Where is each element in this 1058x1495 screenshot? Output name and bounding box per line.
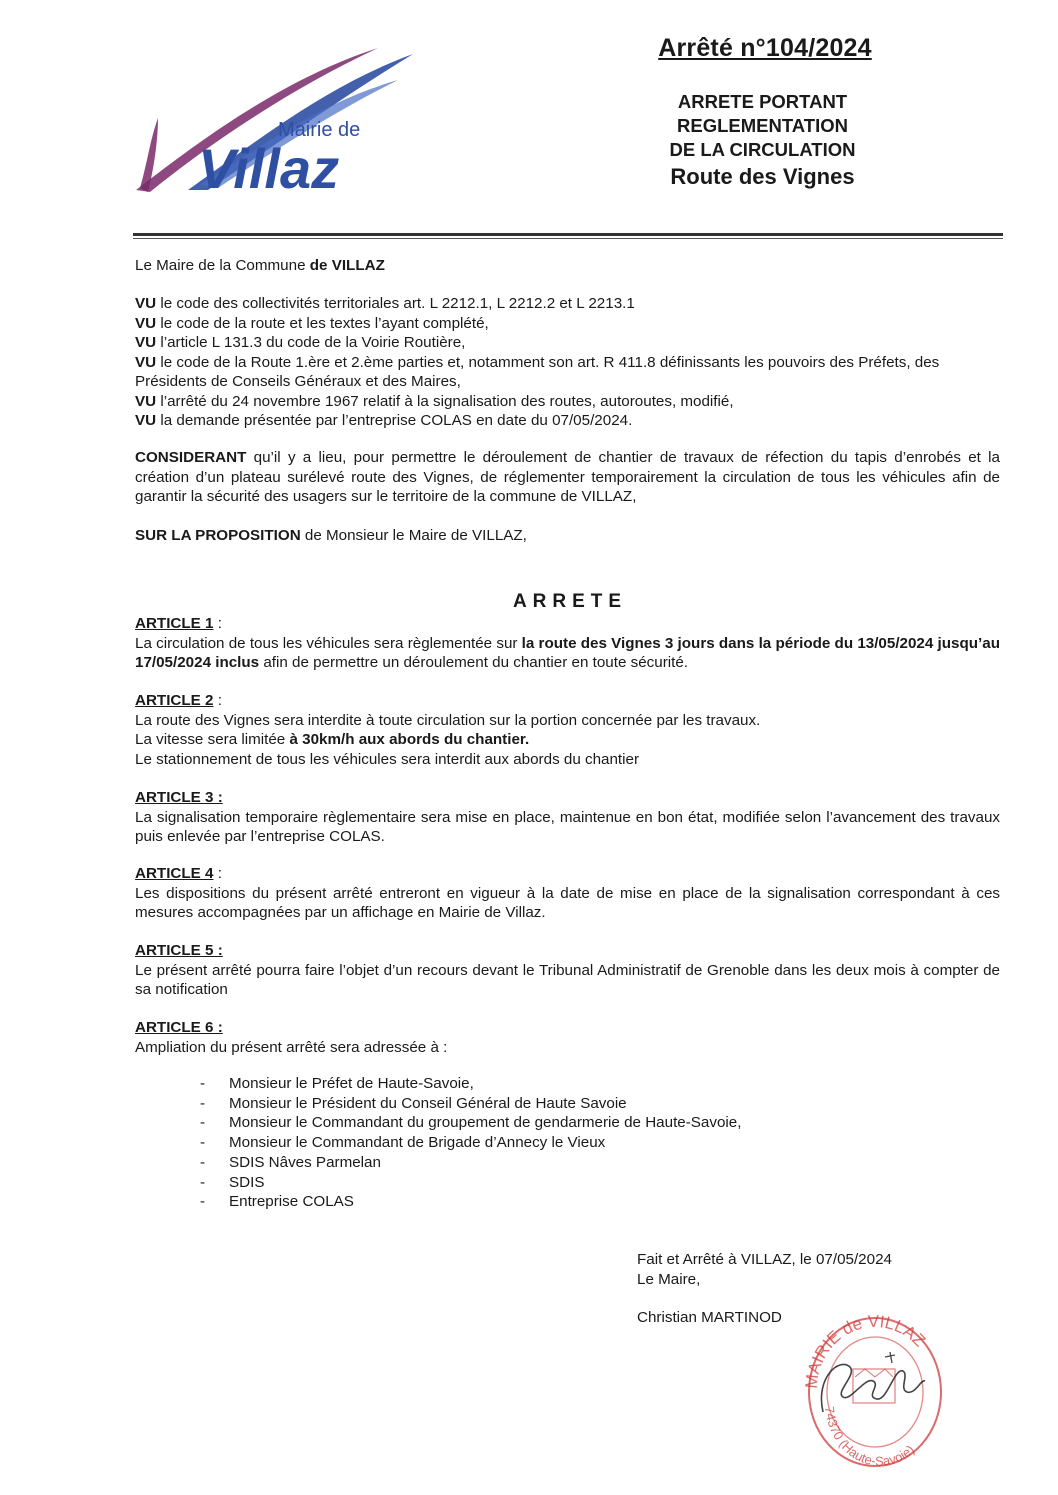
stamp-bottom-text: 74370 (Haute-Savoie) <box>821 1405 918 1469</box>
decree-reference: Arrêté n°104/2024 <box>658 34 872 62</box>
proposition: SUR LA PROPOSITION de Monsieur le Maire de VILLAZ, <box>135 527 527 544</box>
article-3-heading: ARTICLE 3 : <box>135 789 223 806</box>
title-line-4: Route des Vignes <box>670 164 855 189</box>
intro-commune: de VILLAZ <box>309 257 385 274</box>
visas-list <box>135 294 1005 431</box>
handwritten-signature <box>821 1364 925 1412</box>
logo-line1: Mairie de <box>278 119 361 141</box>
visa-item: VU la demande présentée par l’entreprise COLAS en date du 07/05/2024. <box>135 412 633 429</box>
logo-graphic <box>128 40 428 200</box>
title-line-3: DE LA CIRCULATION <box>669 139 856 160</box>
intro-text: Le Maire de la Commune <box>135 257 310 274</box>
header-divider-thin <box>133 238 1003 239</box>
signature-place-date: Fait et Arrêté à VILLAZ, le 07/05/2024 <box>637 1251 892 1268</box>
article-2-heading: ARTICLE 2 <box>135 692 214 709</box>
article-3: ARTICLE 3 : La signalisation temporaire règlementaire sera mise en place, maintenue en bon état, modifiée selon l’avancement des travaux puis enlevée par l’entreprise COLAS. <box>135 789 1000 845</box>
header-divider <box>133 233 1003 236</box>
considerant: CONSIDERANT qu’il y a lieu, pour permettre le déroulement de chantier de travaux de réfection du tapis d’enrobés et la création d’un plateau surélevé route des Vignes, de réglementer temporairement la circulation de tous les véhicules afin de garantir la sécurité des usagers sur le territoire de la commune de VILLAZ, <box>135 449 1000 505</box>
list-item: - Monsieur le Président du Conseil Général de Haute Savoie <box>200 1094 627 1112</box>
title-line-2: REGLEMENTATION <box>677 115 848 136</box>
stamp-graphic <box>795 1297 950 1477</box>
mairie-stamp <box>795 1297 950 1477</box>
decree-title <box>620 90 905 192</box>
article-5: ARTICLE 5 : Le présent arrêté pourra faire l’objet d’un recours devant le Tribunal Administratif de Grenoble dans les deux mois à compter de sa notification <box>135 942 1000 998</box>
stamp-top-text: MAIRIE de VILLAZ <box>801 1311 930 1390</box>
signature-role: Le Maire, <box>637 1270 701 1288</box>
article-6: ARTICLE 6 : Ampliation du présent arrêté sera adressée à : <box>135 1019 448 1056</box>
list-item: - Entreprise COLAS <box>200 1193 354 1211</box>
article-2: ARTICLE 2 : La route des Vignes sera interdite à toute circulation sur la portion concernée par les travaux. La vitesse sera limitée à 30km/h aux abords du chantier. Le stationnement de tous les véhicules sera interdit aux abords du chantier <box>135 692 761 768</box>
article-6-heading: ARTICLE 6 : <box>135 1019 223 1036</box>
intro <box>135 256 1005 276</box>
arrete-heading: ARRETE <box>512 591 628 612</box>
signature-name: Christian MARTINOD <box>637 1309 782 1326</box>
visa-item: VU le code de la route et les textes l’ayant complété, <box>135 314 489 332</box>
title-line-1: ARRETE PORTANT <box>677 91 848 112</box>
mairie-logo <box>128 40 428 200</box>
list-item: - SDIS <box>200 1173 265 1191</box>
article-1-heading: ARTICLE 1 <box>135 615 214 632</box>
logo-line2: Villaz <box>198 137 340 200</box>
visa-item: VU le code des collectivités territoriales art. L 2212.1, L 2212.2 et L 2213.1 <box>135 295 635 312</box>
article-1: ARTICLE 1 : La circulation de tous les véhicules sera règlementée sur la route des Vignes 3 jours dans la période du 13/05/2024 jusqu’au 17/05/2024 inclus afin de permettre un déroulement du chantier en toute sécurité. <box>135 615 1000 671</box>
article-4-heading: ARTICLE 4 <box>135 865 214 882</box>
ampliation-list <box>200 1074 741 1212</box>
visa-item: VU l’article L 131.3 du code de la Voirie Routière, <box>135 334 466 351</box>
list-item: - Monsieur le Commandant de Brigade d’Annecy le Vieux <box>200 1134 606 1152</box>
list-item: - Monsieur le Commandant du groupement de gendarmerie de Haute-Savoie, <box>200 1114 742 1132</box>
article-4: ARTICLE 4 : Les dispositions du présent arrêté entreront en vigueur à la date de mise en place de la signalisation correspondant à ces mesures accompagnées par un affichage en Mairie de Villaz. <box>135 865 1000 921</box>
visa-item: VU le code de la Route 1.ère et 2.ème parties et, notamment son art. R 411.8 définissants les pouvoirs des Préfets, des Présidents de Conseils Généraux et des Maires, <box>135 353 940 390</box>
list-item: - SDIS Nâves Parmelan <box>200 1153 381 1171</box>
article-5-heading: ARTICLE 5 : <box>135 942 223 959</box>
visa-item: VU l’arrêté du 24 novembre 1967 relatif à la signalisation des routes, autoroutes, modifié, <box>135 392 734 410</box>
list-item: - Monsieur le Préfet de Haute-Savoie, <box>200 1075 474 1092</box>
